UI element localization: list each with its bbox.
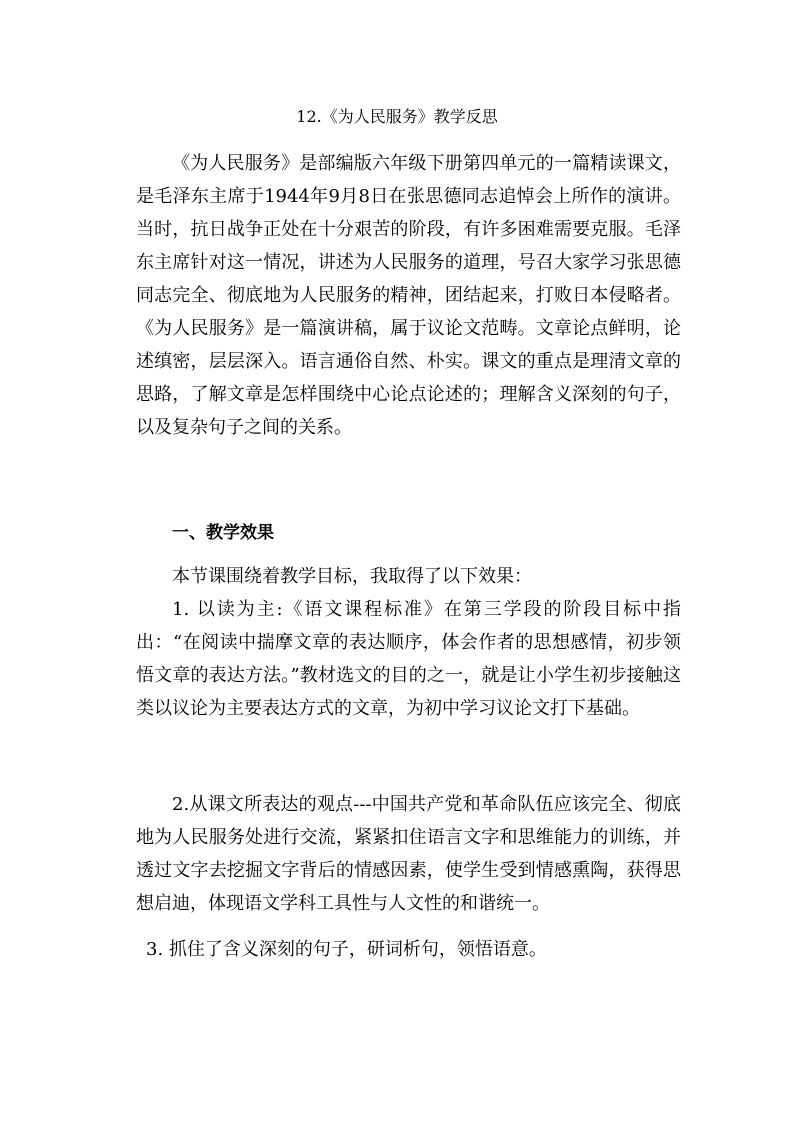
page-title: 12.《为人民服务》教学反思 [296,107,498,126]
point-paragraph-3: 3. 抓住了含义深刻的句子，研词析句，领悟语意。 [146,939,547,960]
point-paragraph-2: 2.从课文所表达的观点---中国共产党和革命队伍应该完全、彻底地为人民服务处进行交流，紧紧扣住语言文字和思维能力的训练，并透过文字去挖掘文字背后的情感因素，使学生受到情感熏陶，获得思想启迪，体现语文学科工具性与人文性的和谐统一。 [136,794,681,914]
lead-paragraph: 本节课围绕着教学目标，我取得了以下效果： [172,566,532,587]
point-paragraph-1: 1. 以读为主:《语文课程标准》在第三学段的阶段目标中指出：“在阅读中揣摩文章的表达顺序，体会作者的思想感情，初步领悟文章的表达方法。”教材选文的目的之一，就是让小学生初步接触这类以议论为主要表达方式的文章，为初中学习议论文打下基础。 [136,599,681,719]
section-heading: 一、教学效果 [172,523,274,543]
intro-paragraph: 《为人民服务》是部编版六年级下册第四单元的一篇精读课文，是毛泽东主席于1944年9月8日在张思德同志追悼会上所作的演讲。当时，抗日战争正处在十分艰苦的阶段，有许多困难需要克服。毛泽东主席针对这一情况，讲述为人民服务的道理，号召大家学习张思德同志完全、彻底地为人民服务的精神，团结起来，打败日本侵略者。《为人民服务》是一篇演讲稿，属于议论文范畴。文章论点鲜明，论述缜密，层层深入。语言通俗自然、朴实。课文的重点是理清文章的思路，了解文章是怎样围绕中心论点论述的；理解含义深刻的句子，以及复杂句子之间的关系。 [136,153,681,438]
